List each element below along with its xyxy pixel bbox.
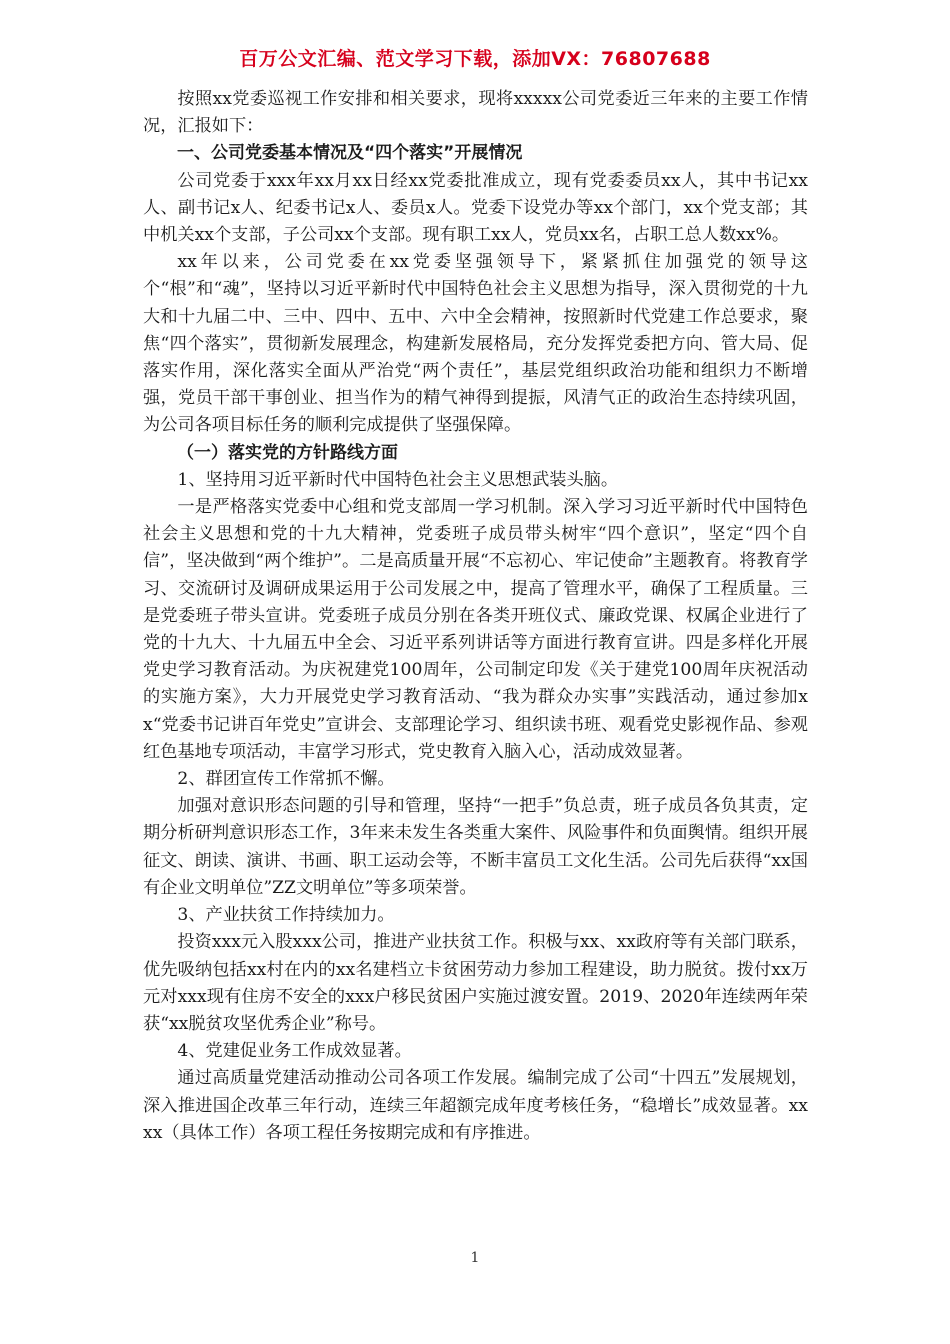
page-number: 1 [470,1250,480,1266]
item-heading-3: 3、产业扶贫工作持续加力。 [177,905,395,926]
paragraph-item-1: 一是严格落实党委中心组和党支部周一学习机制。深入学习习近平新时代中国特色社会主义思想和党的十九大精神，党委班子成员带头树牢“四个意识”，坚定“四个自信”，坚决做到“两个维护”。二是高质量开展“不忘初心、牢记使命”主题教育。将教育学习、交流研讨及调研成果运用于公司发展之中，提高了管理水平，确保了工程质量。三是党委班子带头宣讲。党委班子成员分别在各类开班仪式、廉政党课、权属企业进行了党的十九大、十九届五中全会、习近平系列讲话等方面进行教育宣讲。四是多样化开展党史学习教育活动。为庆祝建党100周年，公司制定印发《关于建党100周年庆祝活动的实施方案》，大力开展党史学习教育活动、“我为群众办实事”实践活动，通过参加xx“党委书记讲百年党史”宣讲会、支部理论学习、组织读书班、观看党史影视作品、参观红色基地专项活动，丰富学习形式，党史教育入脑入心，活动成效显著。 [143,497,808,762]
paragraph-overview: xx年以来，公司党委在xx党委坚强领导下，紧紧抓住加强党的领导这个“根”和“魂”，坚持以习近平新时代中国特色社会主义思想为指导，深入贯彻党的十九大和十九届二中、三中、四中、五中、六中全会精神，按照新时代党建工作总要求，聚焦“四个落实”，贯彻新发展理念，构建新发展格局，充分发挥党委把方向、管大局、促落实作用，深化落实全面从严治党“两个责任”，基层党组织政治功能和组织力不断增强，党员干部干事创业、担当作为的精气神得到提振，风清气正的政治生态持续巩固，为公司各项目标任务的顺利完成提供了坚强保障。 [143,252,808,436]
paragraph-intro: 按照xx党委巡视工作安排和相关要求，现将xxxxx公司党委近三年来的主要工作情况，汇报如下： [143,89,808,137]
item-heading-4: 4、党建促业务工作成效显著。 [177,1041,412,1062]
subsection-heading: （一）落实党的方针路线方面 [177,442,398,463]
item-heading-1: 1、坚持用习近平新时代中国特色社会主义思想武装头脑。 [177,469,619,490]
paragraph-item-3: 投资xxx元入股xxx公司，推进产业扶贫工作。积极与xx、xx政府等有关部门联系，优先吸纳包括xx村在内的xx名建档立卡贫困劳动力参加工程建设，助力脱贫。拨付xx万元对xxx现有住房不安全的xxx户移民贫困户实施过渡安置。2019、2020年连续两年荣获“xx脱贫攻坚优秀企业”称号。 [143,932,808,1034]
paragraph-item-2: 加强对意识形态问题的引导和管理，坚持“一把手”负总责，班子成员各负其责，定期分析研判意识形态工作，3年来未发生各类重大案件、风险事件和负面舆情。组织开展征文、朗读、演讲、书画、职工运动会等，不断丰富员工文化生活。公司先后获得“xx国有企业文明单位”ZZ文明单位”等多项荣誉。 [143,796,808,898]
paragraph-item-4: 通过高质量党建活动推动公司各项工作发展。编制完成了公司“十四五”发展规划，深入推进国企改革三年行动，连续三年超额完成年度考核任务，“稳增长”成效显著。xxxx（具体工作）各项工程任务按期完成和有序推进。 [143,1068,808,1143]
item-heading-2: 2、群团宣传工作常抓不懈。 [177,769,395,790]
header-banner: 百万公文汇编、范文学习下载，添加VX：76807688 [239,48,711,70]
paragraph-basic-info: 公司党委于xxx年xx月xx日经xx党委批准成立，现有党委委员xx人，其中书记xx人、副书记x人、纪委书记x人、委员x人。党委下设党办等xx个部门，xx个党支部；其中机关xx个支部，子公司xx个支部。现有职工xx人，党员xx名，占职工总人数xx%。 [143,170,808,246]
section-heading: 一、公司党委基本情况及“四个落实”开展情况 [177,143,523,164]
document-body [143,86,808,1147]
